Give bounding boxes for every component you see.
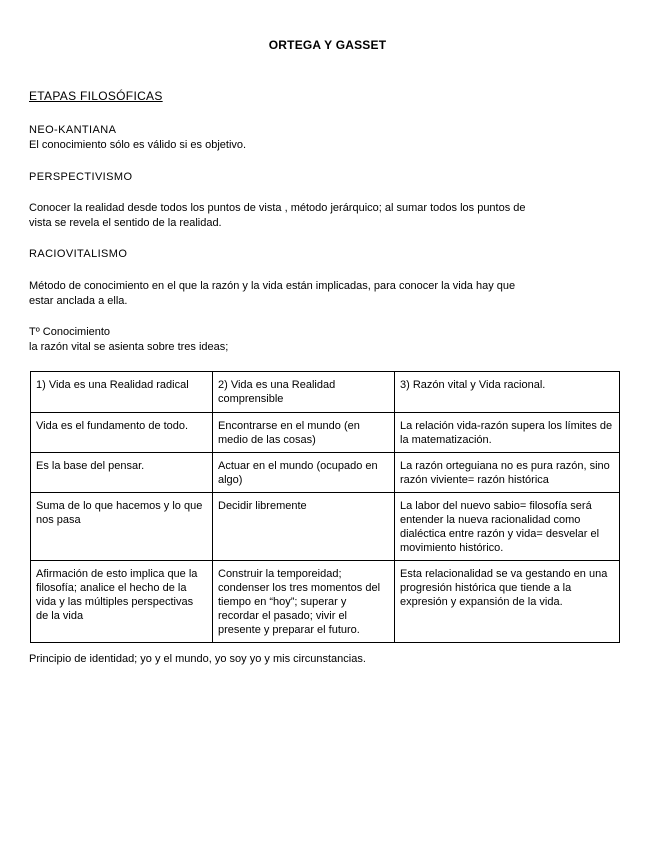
perspectivismo-section [29, 170, 589, 185]
table-cell: Construir la temporeidad; condenser los tres momentos del tiempo en “hoy”; superar y recordar el pasado; vivir el presente y preparar el futuro. [213, 561, 395, 643]
table-cell: 1) Vida es una Realidad radical [31, 372, 213, 413]
raciovitalismo-text-line2: estar anclada a ella. [29, 295, 128, 307]
table-row [31, 561, 620, 643]
ideas-table [30, 371, 620, 643]
raciovitalismo-section [29, 247, 589, 262]
table-row [31, 372, 620, 413]
section-heading: ETAPAS FILOSÓFICAS [29, 89, 163, 103]
perspectivismo-text-line2: vista se revela el sentido de la realidad. [29, 217, 222, 229]
table-cell: 3) Razón vital y Vida racional. [395, 372, 620, 413]
table-cell: Suma de lo que hacemos y lo que nos pasa [31, 493, 213, 561]
table-cell: La relación vida-razón supera los límites de la matematización. [395, 413, 620, 453]
table-row [31, 453, 620, 493]
table-cell: Esta relacionalidad se va gestando en una progresión histórica que tiende a la expresión y expansión de la vida. [395, 561, 620, 643]
perspectivismo-label: PERSPECTIVISMO [29, 171, 133, 183]
table-cell: Afirmación de esto implica que la filosofía; analice el hecho de la vida y las múltiples perspectivas de la vida [31, 561, 213, 643]
table-cell: La razón orteguiana no es pura razón, sino razón viviente= razón histórica [395, 453, 620, 493]
table-row [31, 493, 620, 561]
perspectivismo-body [29, 201, 589, 231]
table-cell: Decidir libremente [213, 493, 395, 561]
raciovitalismo-text-line1: Método de conocimiento en el que la razón y la vida están implicadas, para conocer la vida hay que [29, 280, 516, 292]
table-cell: Vida es el fundamento de todo. [31, 413, 213, 453]
teoria-label: Tº Conocimiento [29, 326, 111, 338]
table-cell: Actuar en el mundo (ocupado en algo) [213, 453, 395, 493]
table-cell: 2) Vida es una Realidad comprensible [213, 372, 395, 413]
table-cell: Es la base del pensar. [31, 453, 213, 493]
teoria-section [29, 325, 589, 355]
table-cell: Encontrarse en el mundo (en medio de las cosas) [213, 413, 395, 453]
neokantiana-section [29, 123, 589, 153]
table-row [31, 413, 620, 453]
neokantiana-label: NEO-KANTIANA [29, 124, 117, 136]
neokantiana-text: El conocimiento sólo es válido si es objetivo. [29, 139, 247, 151]
teoria-text: la razón vital se asienta sobre tres ideas; [29, 341, 229, 353]
document-title: ORTEGA Y GASSET [268, 38, 387, 52]
raciovitalismo-label: RACIOVITALISMO [29, 248, 128, 260]
raciovitalismo-body [29, 279, 589, 309]
perspectivismo-text-line1: Conocer la realidad desde todos los puntos de vista , método jerárquico; al sumar todos los puntos de [29, 202, 526, 214]
table-cell: La labor del nuevo sabio= filosofía será entender la nueva racionalidad como dialéctica entre razón y vida= desvelar el movimiento histórico. [395, 493, 620, 561]
footer-text: Principio de identidad; yo y el mundo, yo soy yo y mis circunstancias. [29, 653, 366, 665]
